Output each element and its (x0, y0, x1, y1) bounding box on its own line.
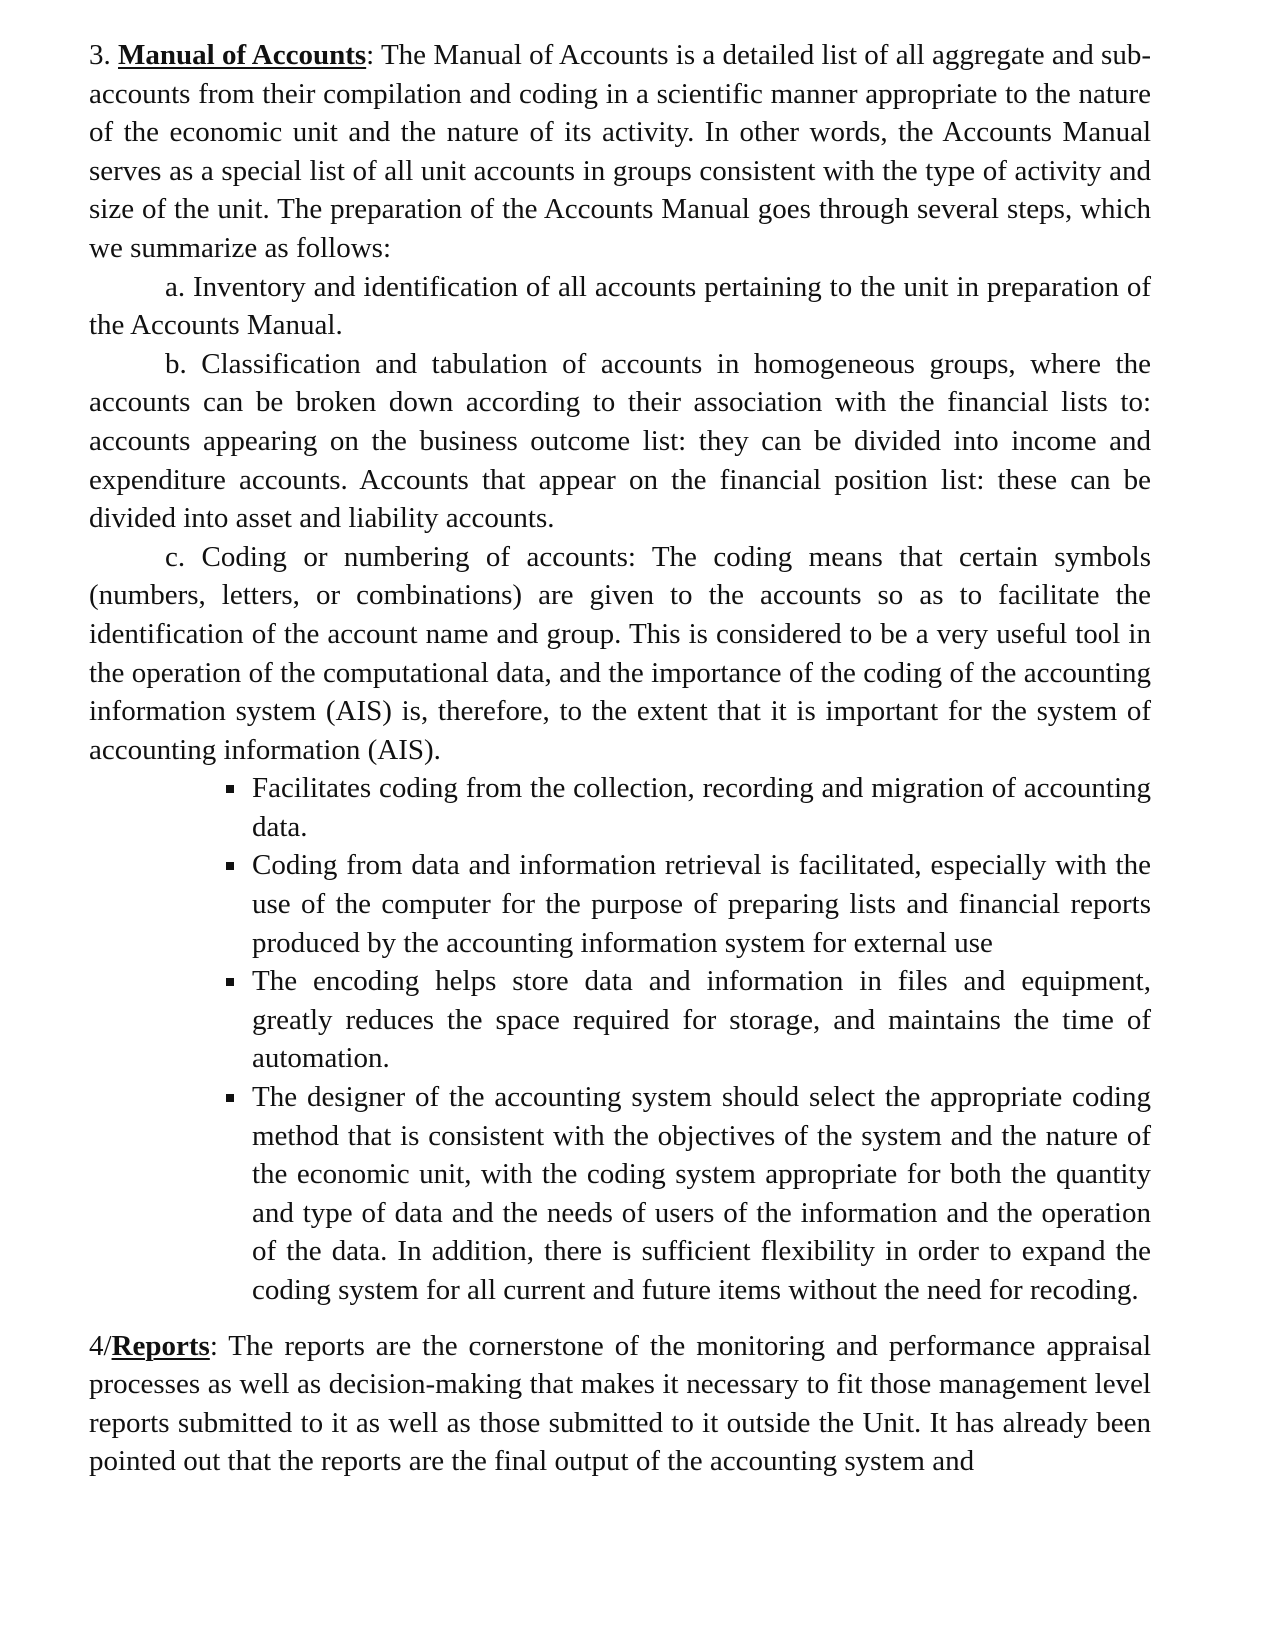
square-bullet-icon (226, 978, 234, 986)
section-3-paragraph (89, 36, 1151, 268)
section-3-number: 3. (89, 39, 111, 71)
list-item (252, 1078, 1151, 1310)
section-4-number: 4/ (89, 1329, 112, 1362)
list-item (252, 769, 1151, 846)
step-a: a. Inventory and identification of all accounts pertaining to the unit in preparation of the Accounts Manual. (89, 270, 1151, 342)
step-c: c. Coding or numbering of accounts: The coding means that certain symbols (numbers, letters, or combinations) are given to the accounts so as to facilitate the identification of the account name and group. This is considered to be a very useful tool in the operation of the computational data, and the importance of the coding of the accounting information system (AIS) is, therefore, to the extent that it is important for the system of accounting information (AIS). (89, 540, 1151, 766)
list-item (252, 846, 1151, 962)
section-4-heading: Reports (111, 1329, 210, 1362)
section-3-body: : The Manual of Accounts is a detailed list of all aggregate and sub-accounts from their compilation and coding in a scientific manner appropriate to the nature of the economic unit and the nature of its activity. In other words, the Accounts Manual serves as a special list of all unit accounts in groups consistent with the type of activity and size of the unit. The preparation of the Accounts Manual goes through several steps, which we summarize as follows: (89, 39, 1151, 264)
step-b: b. Classification and tabulation of accounts in homogeneous groups, where the accounts can be broken down according to their association with the financial lists to: accounts appearing on the business outcome list: they can be divided into income and expenditure accounts. Accounts that appear on the financial position list: these can be divided into asset and liability accounts. (89, 347, 1151, 535)
list-item (252, 962, 1151, 1078)
list-item-text: Coding from data and information retrieval is facilitated, especially with the use of the computer for the purpose of preparing lists and financial reports produced by the accounting information system for external use (252, 849, 1151, 959)
coding-benefits-list (89, 769, 1151, 1309)
list-item-text: The encoding helps store data and information in files and equipment, greatly reduces the space required for storage, and maintains the time of automation. (252, 965, 1151, 1075)
section-3-heading: Manual of Accounts (118, 39, 367, 71)
list-item-text: The designer of the accounting system should select the appropriate coding method that is consistent with the objectives of the system and the nature of the economic unit, with the coding system appropriate for both the quantity and type of data and the needs of users of the information and the operation of the data. In addition, there is sufficient flexibility in order to expand the coding system for all current and future items without the need for recoding. (252, 1081, 1151, 1306)
square-bullet-icon (226, 862, 234, 870)
list-item-text: Facilitates coding from the collection, recording and migration of accounting data. (252, 772, 1151, 843)
document-page (89, 36, 1151, 1481)
section-4-body: : The reports are the cornerstone of the monitoring and performance appraisal processes as well as decision-making that makes it necessary to fit those management level reports submitted to it as well as those submitted to it outside the Unit. It has already been pointed out that the reports are the final output of the accounting system and (89, 1329, 1151, 1478)
section-spacer (89, 1310, 1151, 1327)
square-bullet-icon (226, 785, 234, 793)
section-4-paragraph (89, 1327, 1151, 1481)
square-bullet-icon (226, 1094, 234, 1102)
